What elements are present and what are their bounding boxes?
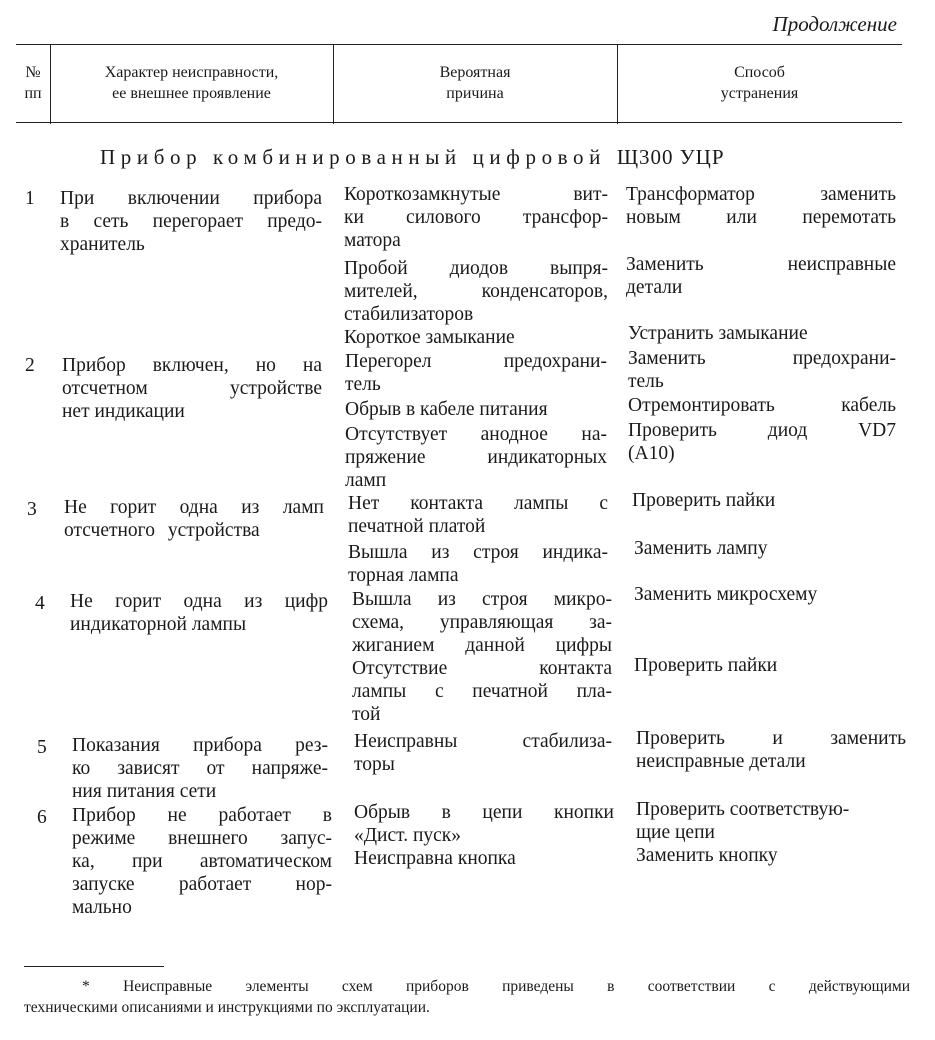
row-number: 6 bbox=[37, 807, 47, 828]
remedy-text: Проверить и заменить неисправные детали bbox=[636, 728, 906, 772]
remedy-text: Отремонтировать кабель bbox=[628, 395, 896, 416]
remedy-text: Заменить неисправные детали bbox=[626, 254, 896, 298]
row-number: 2 bbox=[25, 355, 35, 376]
footnote: * Неисправные элементы схем приборов приведены в соответствии с действующими техническими описаниями и инструкциями по эксплуатации. bbox=[24, 978, 910, 1016]
cause-text: Обрыв в кабеле питания bbox=[345, 399, 548, 420]
remedy-text: Проверить диод VD7 (A10) bbox=[628, 420, 896, 464]
cause-text: Короткое замыкание bbox=[344, 327, 515, 348]
symptom-text: Не горит одна из ламп отсчетного устройства bbox=[64, 497, 324, 541]
continuation-label: Продолжение bbox=[772, 12, 897, 36]
remedy-text: Заменить лампу bbox=[634, 538, 768, 559]
header-symptom: Характер неисправности, ее внешнее проявление bbox=[104, 64, 279, 102]
remedy-text: Устранить замыкание bbox=[628, 323, 808, 344]
cause-text: Пробой диодов выпря- мителей, конденсаторов, стабилизаторов bbox=[344, 258, 608, 325]
cause-text: Перегорел предохрани- тель bbox=[345, 351, 607, 395]
remedy-text: Проверить пайки bbox=[634, 655, 778, 676]
cause-text: Отсутствует анодное на- пряжение индикаторных ламп bbox=[345, 424, 607, 491]
table-top-rule bbox=[16, 44, 902, 45]
remedy-text: Заменить предохрани- тель bbox=[628, 348, 896, 392]
symptom-text: Прибор включен, но на отсчетном устройстве нет индикации bbox=[62, 355, 322, 422]
row-number: 5 bbox=[37, 737, 47, 758]
symptom-text: Не горит одна из цифр индикаторной лампы bbox=[70, 591, 328, 635]
row-number: 1 bbox=[25, 188, 35, 209]
row-number: 3 bbox=[27, 499, 37, 520]
remedy-text: Заменить микросхему bbox=[634, 584, 818, 605]
cause-text: Вышла из строя индика- торная лампа bbox=[348, 542, 608, 586]
remedy-text: Проверить соответствую- щие цепи bbox=[636, 799, 850, 843]
cause-text: Отсутствие контакта лампы с печатной пла- той bbox=[352, 658, 612, 725]
symptom-text: Показания прибора рез- ко зависят от напряже- ния питания сети bbox=[72, 735, 328, 802]
remedy-text: Проверить пайки bbox=[632, 490, 776, 511]
section-title: Прибор комбинированный цифровой Щ300 УЦР bbox=[100, 145, 725, 169]
table-header-rule bbox=[16, 122, 902, 123]
header-number: № пп bbox=[24, 64, 42, 102]
cause-text: Вышла из строя микро- схема, управляющая за- жиганием данной цифры bbox=[352, 589, 612, 656]
symptom-text: При включении прибора в сеть перегорает предо- хранитель bbox=[60, 188, 322, 255]
remedy-text: Трансформатор заменить новым или перемотать bbox=[626, 184, 896, 228]
header-remedy: Способ устранения bbox=[720, 64, 799, 102]
header-cause: Вероятная причина bbox=[439, 64, 511, 102]
cause-text: Короткозамкнутые вит- ки силового трансфор- матора bbox=[344, 184, 608, 251]
cause-text: Неисправна кнопка bbox=[354, 848, 516, 869]
cause-text: Обрыв в цепи кнопки «Дист. пуск» bbox=[354, 802, 614, 846]
cause-text: Нет контакта лампы с печатной платой bbox=[348, 493, 608, 537]
row-number: 4 bbox=[35, 593, 45, 614]
symptom-text: Прибор не работает в режиме внешнего запус- ка, при автоматическом запуске работает нор- мально bbox=[72, 805, 332, 918]
footnote-rule bbox=[24, 966, 164, 967]
cause-text: Неисправны стабилиза- торы bbox=[354, 731, 612, 775]
remedy-text: Заменить кнопку bbox=[636, 845, 778, 866]
